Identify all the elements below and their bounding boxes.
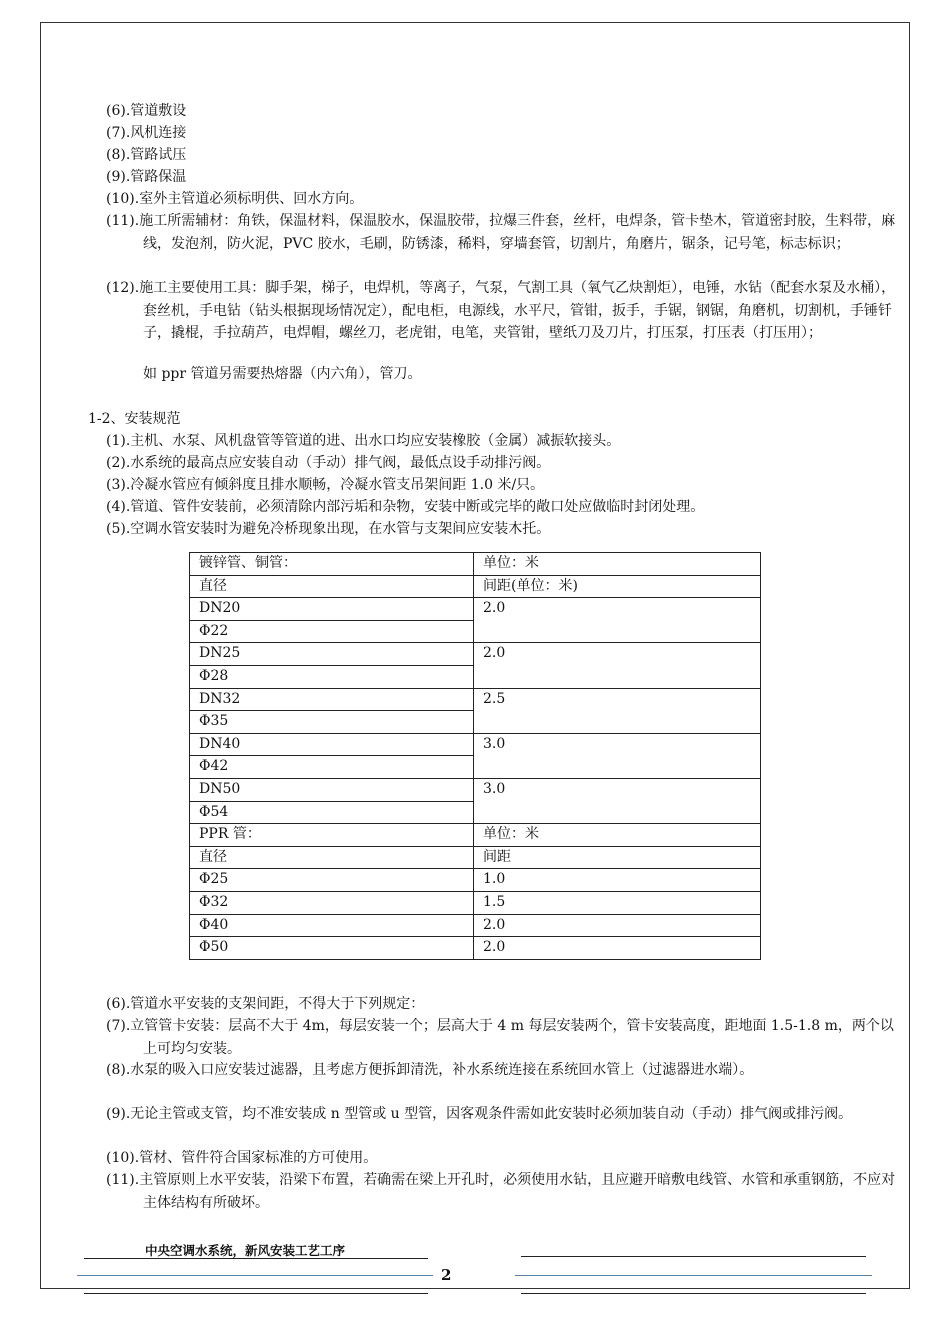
table-cell: Φ35 — [190, 711, 474, 734]
table-cell: 2.0 — [474, 937, 761, 960]
table-cell: 2.5 — [474, 688, 761, 733]
table-cell: Φ25 — [190, 869, 474, 892]
table-cell: Φ54 — [190, 801, 474, 824]
table-cell: 2.0 — [474, 598, 761, 643]
table-cell: Φ22 — [190, 620, 474, 643]
list-item: (8).管路试压 — [106, 147, 187, 163]
list-item: (3).冷凝水管应有倾斜度且排水顺畅，冷凝水管支吊架间距 1.0 米/只。 — [106, 477, 545, 493]
list-item: (10).管材、管件符合国家标准的方可使用。 — [106, 1150, 378, 1166]
list-item: (6).管道水平安装的支架间距，不得大于下列规定： — [106, 996, 425, 1012]
table-cell: Φ32 — [190, 891, 474, 914]
table-row — [190, 598, 761, 621]
list-item: (1).主机、水泵、风机盘管等管道的进、出水口均应安装橡胶（金属）减振软接头。 — [106, 433, 621, 449]
table-cell: 2.0 — [474, 914, 761, 937]
footer-title: 中央空调水系统，新风安装工艺工序 — [145, 1243, 346, 1258]
table-cell: 3.0 — [474, 778, 761, 823]
table-cell: 间距 — [474, 846, 761, 869]
list-item: (11).主管原则上水平安装，沿梁下布置，若确需在梁上开孔时，必须使用水钻，且应避开暗敷电线管、水管和承重钢筋，不应对主体结构有所破坏。 — [106, 1172, 896, 1211]
table-cell: DN32 — [190, 688, 474, 711]
footer-rule — [84, 1258, 428, 1259]
list-item-note: 如 ppr 管道另需要热熔器（内六角），管刀。 — [143, 366, 422, 382]
table-cell: 2.0 — [474, 643, 761, 688]
footer-rule — [77, 1275, 433, 1276]
table-cell: 1.5 — [474, 891, 761, 914]
list-item: (10).室外主管道必须标明供、回水方向。 — [106, 191, 364, 207]
table-cell: DN40 — [190, 733, 474, 756]
table-cell: DN20 — [190, 598, 474, 621]
table-row — [190, 891, 761, 914]
footer-rule — [521, 1293, 866, 1294]
table-row — [190, 575, 761, 598]
list-item: (9).无论主管或支管，均不准安装成 n 型管或 u 型管，因客观条件需如此安装时必须加装自动（手动）排气阀或排污阀。 — [106, 1106, 853, 1122]
table-cell: Φ28 — [190, 665, 474, 688]
footer-rule — [521, 1256, 866, 1257]
table-cell: Φ50 — [190, 937, 474, 960]
table-cell: 间距(单位：米) — [474, 575, 761, 598]
list-item-main-tools: (12).施工主要使用工具：脚手架，梯子，电焊机，等离子，气泵，气割工具（氧气乙炔割炬），电锤，水钻（配套水泵及水桶），套丝机，手电钻（钻头根据现场情况定），配电柜，电源线，水平尺，管钳，扳手，手锯，钢锯，角磨机，切割机，手锤钎子，撬棍，手拉葫芦，电焊帽，螺丝刀，老虎钳，电笔，夹管钳，壁纸刀及刀片，打压泵，打压表（打压用）； — [106, 280, 896, 341]
table-cell: 3.0 — [474, 733, 761, 778]
list-item: (5).空调水管安装时为避免冷桥现象出现，在水管与支架间应安装木托。 — [106, 521, 551, 537]
table-row — [190, 778, 761, 801]
table-row — [190, 643, 761, 666]
table-row — [190, 553, 761, 576]
section-title: 1-2、安装规范 — [88, 411, 181, 427]
table-cell: 镀锌管、铜管： — [190, 553, 474, 576]
table-row — [190, 937, 761, 960]
footer-rule — [515, 1275, 872, 1276]
list-item: (2).水系统的最高点应安装自动（手动）排气阀，最低点设手动排污阀。 — [106, 455, 551, 471]
table-cell: 直径 — [190, 575, 474, 598]
table-cell: 单位：米 — [474, 824, 761, 847]
table-cell: 直径 — [190, 846, 474, 869]
table-cell: DN50 — [190, 778, 474, 801]
table-cell: 单位：米 — [474, 553, 761, 576]
list-item-auxiliary-materials: (11).施工所需辅材：角铁，保温材料，保温胶水，保温胶带，拉爆三件套，丝杆，电焊条，管卡垫木，管道密封胶，生料带，麻线，发泡剂，防火泥，PVC 胶水，毛刷，防锈漆，稀料，穿墙套管，切割片，角磨片，锯条，记号笔，标志标识； — [106, 213, 896, 252]
list-item: (7).风机连接 — [106, 125, 187, 141]
list-item: (8).水泵的吸入口应安装过滤器，且考虑方便拆卸清洗，补水系统连接在系统回水管上（过滤器进水端）。 — [106, 1062, 754, 1078]
table-cell: Φ40 — [190, 914, 474, 937]
table-cell: 1.0 — [474, 869, 761, 892]
list-item: (7).立管管卡安装：层高不大于 4m，每层安装一个；层高大于 4 m 每层安装两个，管卡安装高度，距地面 1.5-1.8 m，两个以上可均匀安装。 — [106, 1018, 894, 1057]
list-item: (6).管道敷设 — [106, 103, 187, 119]
table-cell: Φ42 — [190, 756, 474, 779]
table-row — [190, 824, 761, 847]
list-item: (4).管道、管件安装前，必须清除内部污垢和杂物，安装中断或完毕的敞口处应做临时封闭处理。 — [106, 499, 705, 515]
support-spacing-table — [189, 552, 761, 960]
table-cell: DN25 — [190, 643, 474, 666]
page-number: 2 — [441, 1266, 452, 1284]
footer-rule — [84, 1293, 428, 1294]
list-item: (9).管路保温 — [106, 169, 187, 185]
table-row — [190, 914, 761, 937]
table-cell: PPR 管： — [190, 824, 474, 847]
table-row — [190, 688, 761, 711]
table-row — [190, 733, 761, 756]
table-row — [190, 846, 761, 869]
table-row — [190, 869, 761, 892]
